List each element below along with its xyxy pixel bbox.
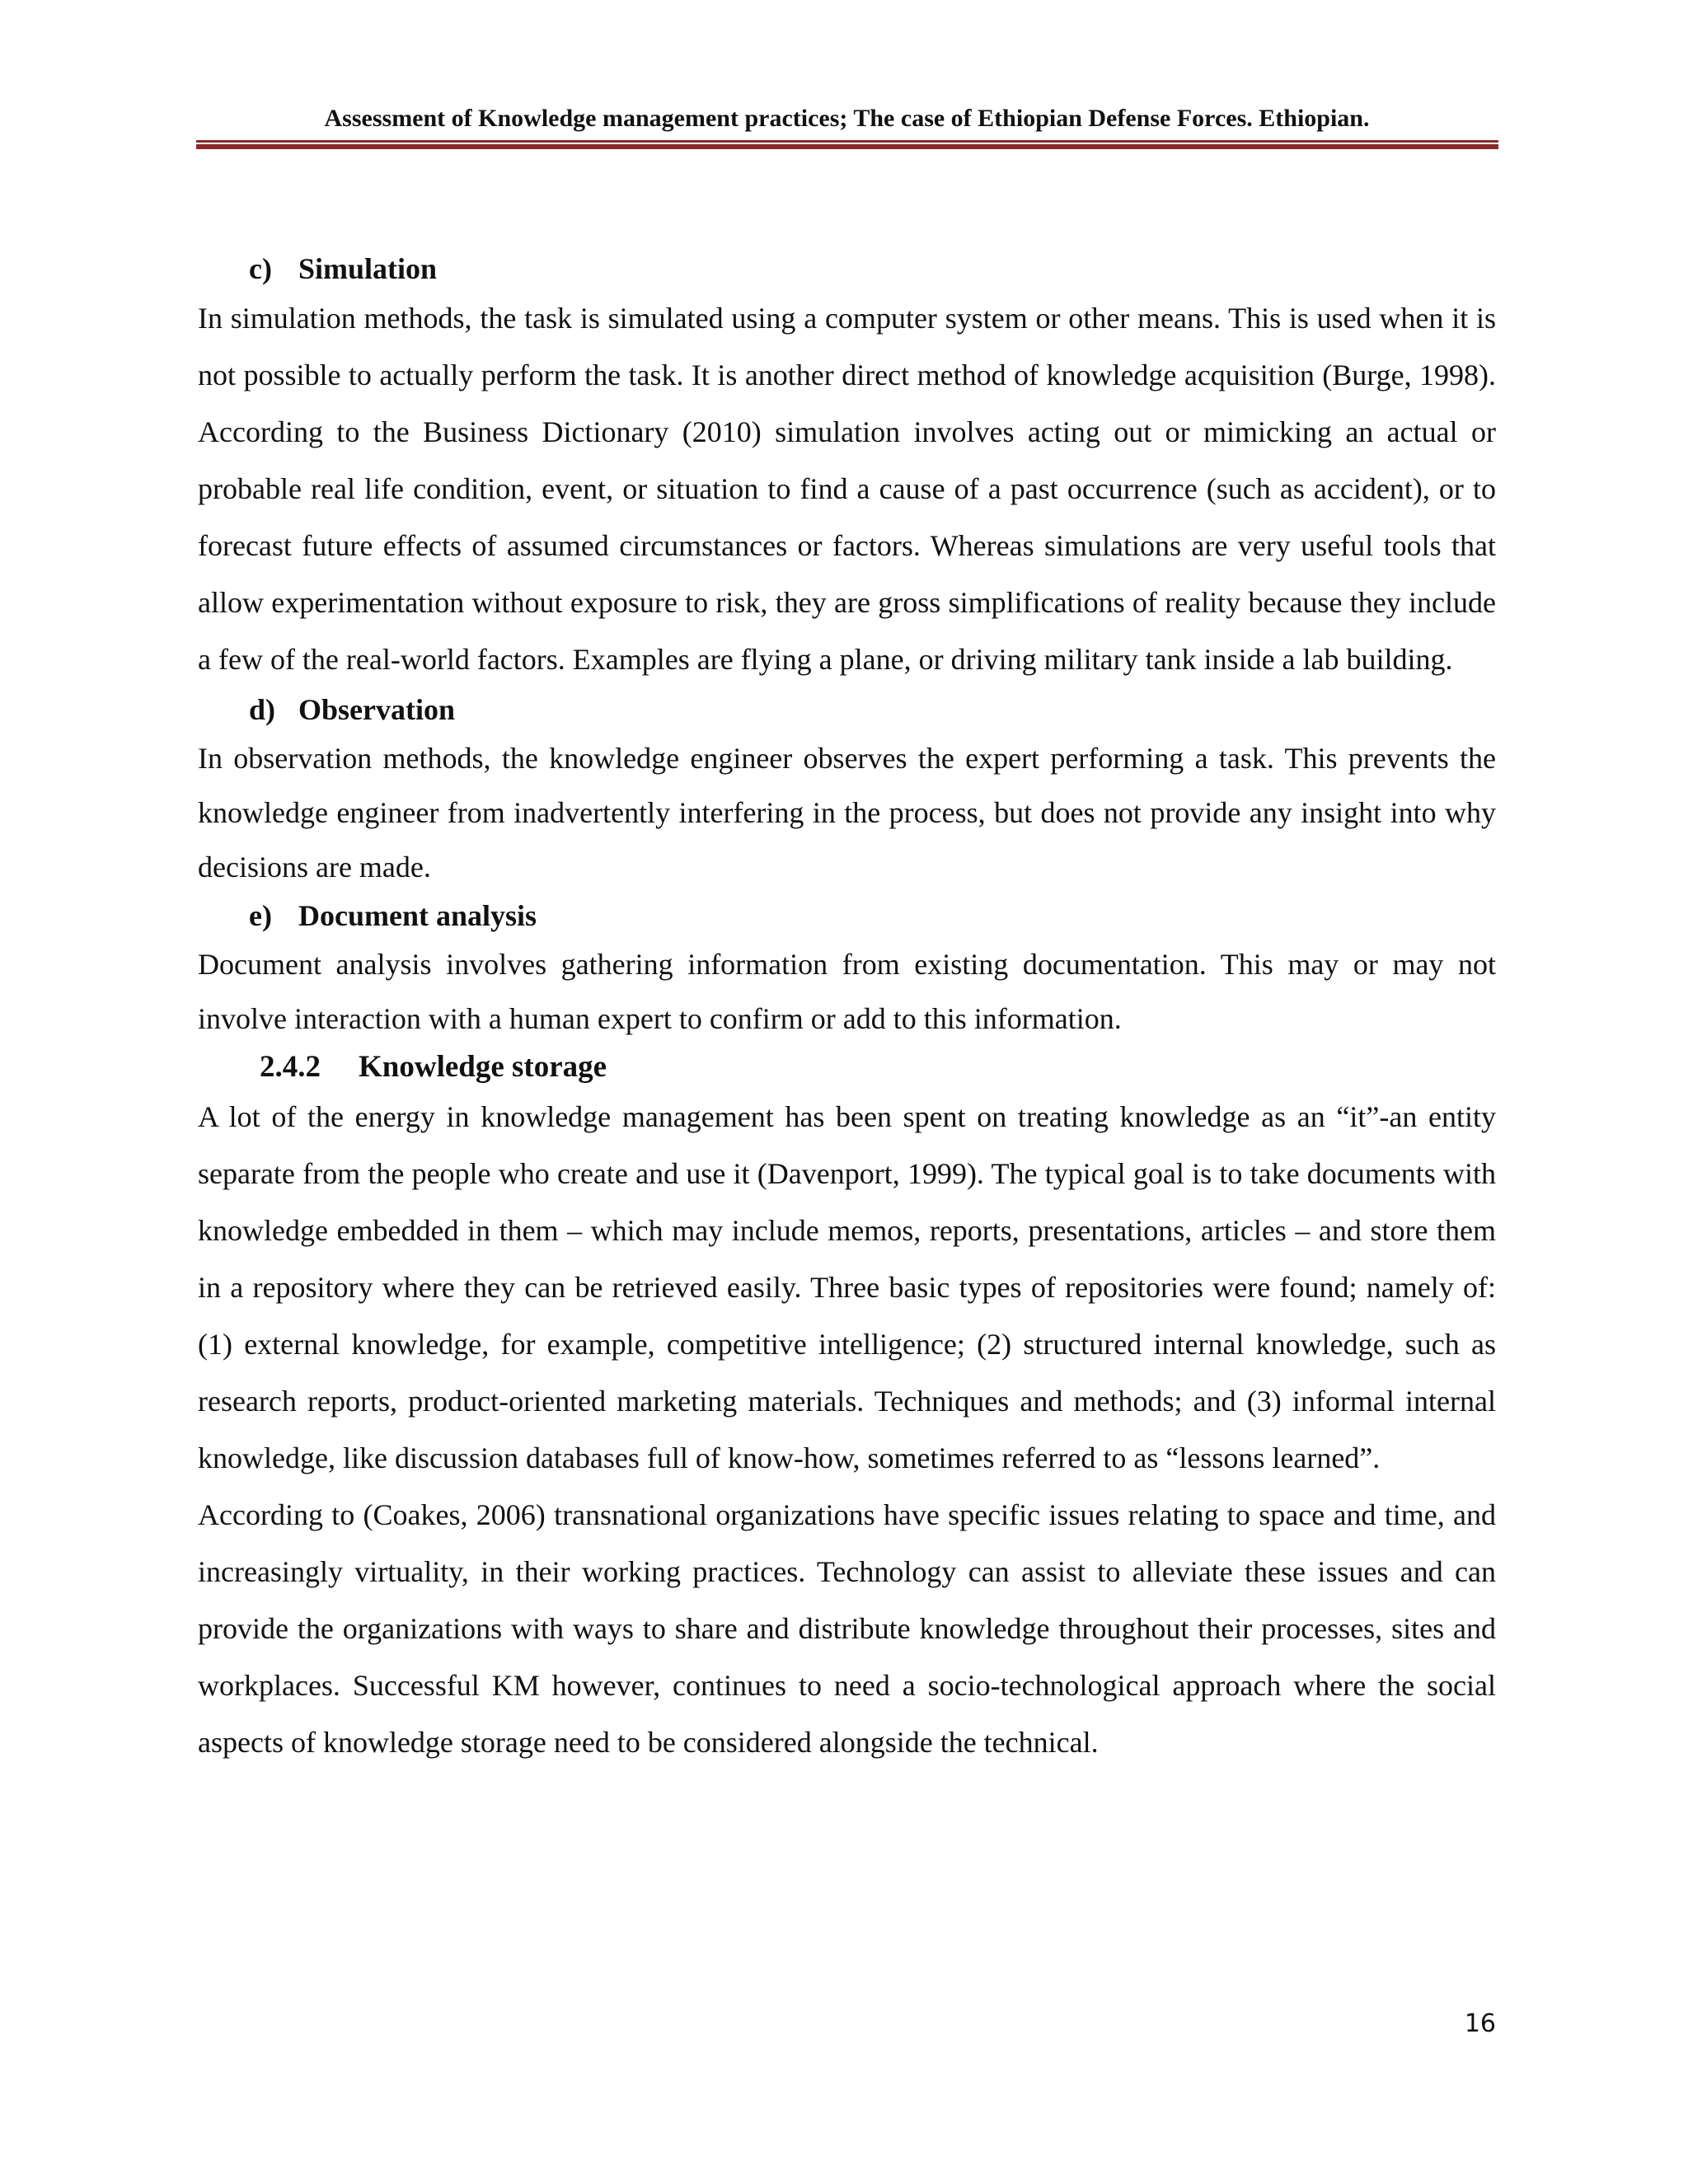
section-heading-text: Knowledge storage bbox=[359, 1050, 607, 1084]
paragraph-document-analysis: Document analysis involves gathering information from existing documentation. This may or may not involve interaction with a human expert to confirm or add to this information. bbox=[198, 948, 1496, 1035]
subheading-observation bbox=[198, 688, 1496, 731]
paragraph-knowledge-storage-2: According to (Coakes, 2006) transnational organizations have specific issues relating to space and time, and increasingly virtuality, in their working practices. Technology can assist to alleviate these issues and can provide the organizations with ways to share and distribute knowledge throughout their processes, sites and workplaces. Successful KM however, continues to need a socio-technological approach where the social aspects of knowledge storage need to be considered alongside the technical. bbox=[198, 1498, 1496, 1759]
section-heading-knowledge-storage bbox=[198, 1046, 1496, 1089]
section-number: 2.4.2 bbox=[260, 1050, 321, 1084]
subheading-document-analysis bbox=[198, 894, 1496, 937]
running-header: Assessment of Knowledge management practices; The case of Ethiopian Defense Forces. Ethiopian. bbox=[324, 105, 1370, 132]
header-rule-thin bbox=[196, 140, 1498, 143]
subheading-text: Observation bbox=[298, 693, 456, 726]
subheading-label: e) bbox=[249, 899, 272, 932]
paragraph-knowledge-storage-1: A lot of the energy in knowledge management has been spent on treating knowledge as an “it”-an entity separate from the people who create and use it (Davenport, 1999). The typical goal is to take documents with knowledge embedded in them – which may include memos, reports, presentations, articles – and store them in a repository where they can be retrieved easily. Three basic types of repositories were found; namely of: (1) external knowledge, for example, competitive intelligence; (2) structured internal knowledge, such as research reports, product-oriented marketing materials. Techniques and methods; and (3) informal internal knowledge, like discussion databases full of know-how, sometimes referred to as “lessons learned”. bbox=[198, 1100, 1496, 1474]
paragraph-simulation: In simulation methods, the task is simulated using a computer system or other means. This is used when it is not possible to actually perform the task. It is another direct method of knowledge acquisition (Burge, 1998). According to the Business Dictionary (2010) simulation involves acting out or mimicking an actual or probable real life condition, event, or situation to find a cause of a past occurrence (such as accident), or to forecast future effects of assumed circumstances or factors. Whereas simulations are very useful tools that allow experimentation without exposure to risk, they are gross simplifications of reality because they include a few of the real-world factors. Examples are flying a plane, or driving military tank inside a lab building. bbox=[198, 302, 1496, 676]
header-rule-thick bbox=[196, 144, 1498, 149]
subheading-simulation bbox=[198, 247, 1496, 290]
subheading-label: c) bbox=[249, 252, 272, 285]
paragraph-observation: In observation methods, the knowledge engineer observes the expert performing a task. This prevents the knowledge engineer from inadvertently interfering in the process, but does not provide any insight into why decisions are made. bbox=[198, 742, 1496, 883]
subheading-text: Simulation bbox=[298, 252, 438, 285]
subheading-text: Document analysis bbox=[298, 899, 537, 932]
page-content bbox=[198, 247, 1496, 1771]
page-number: 16 bbox=[1464, 2009, 1496, 2038]
subheading-label: d) bbox=[249, 693, 276, 726]
